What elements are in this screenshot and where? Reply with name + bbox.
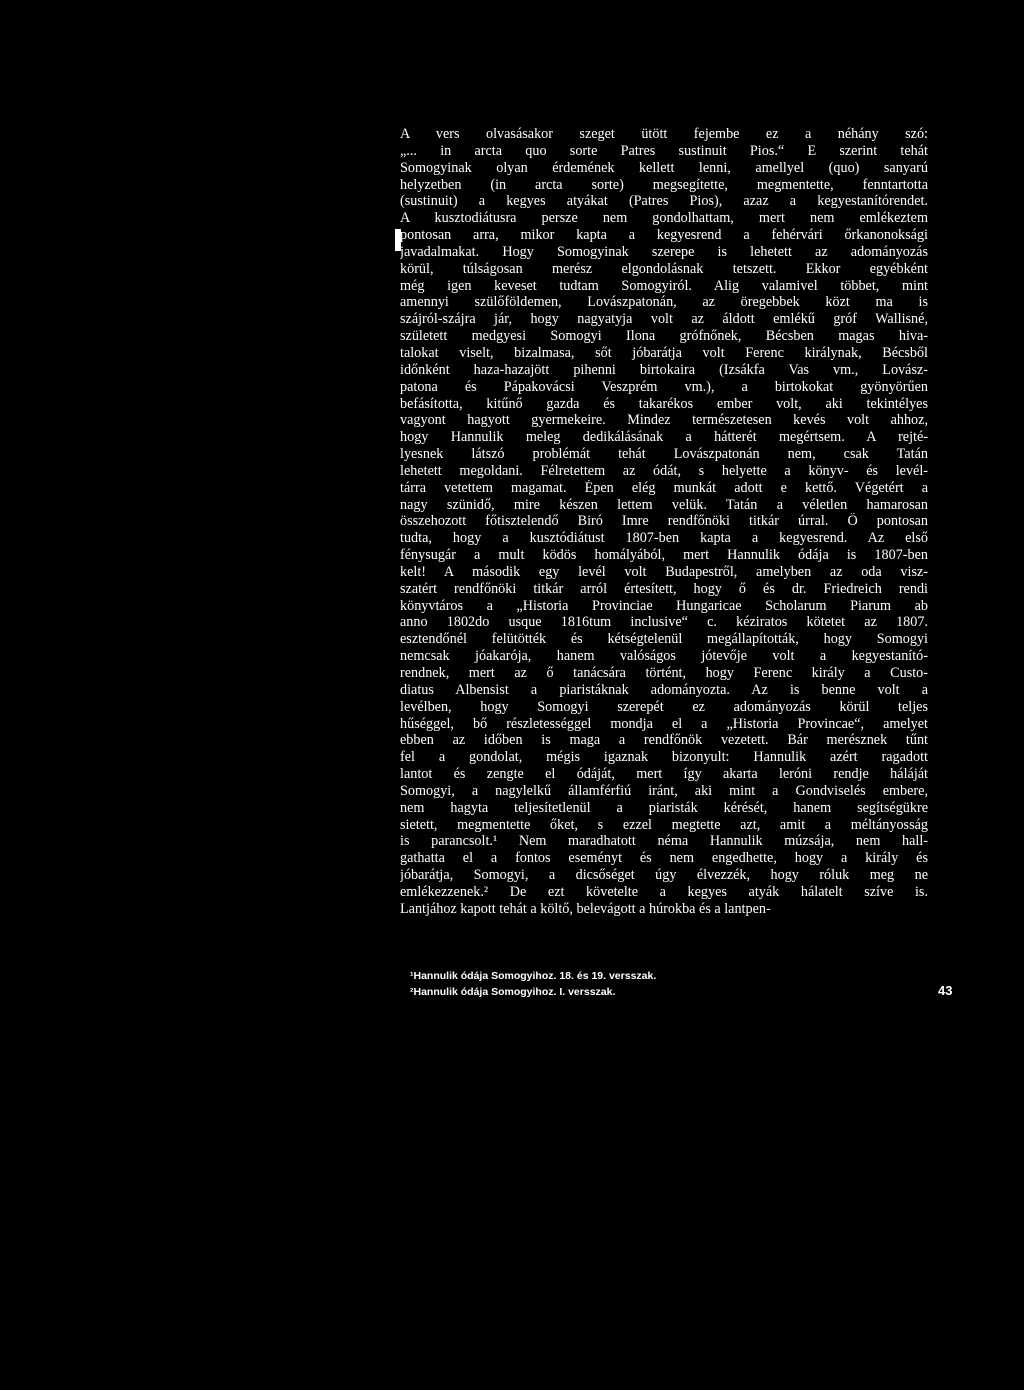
text-line: javadalmakat. Hogy Somogyinak szerepe is lehetett az adományozás bbox=[400, 243, 928, 260]
body-paragraph bbox=[400, 126, 928, 918]
text-line: fénysugár a mult ködös homályából, mert Hannulik ódája is 1807-ben bbox=[400, 547, 928, 564]
text-line: lantot és zengte el ódáját, mert így akarta leróni rendje háláját bbox=[400, 766, 928, 783]
page-number: 43 bbox=[938, 983, 953, 998]
text-line: befásította, kitűnő gazda és takarékos ember volt, aki tekintélyes bbox=[400, 395, 928, 412]
footnote-2: ²Hannulik ódája Somogyihoz. I. versszak. bbox=[410, 986, 616, 998]
text-line: „... in arcta quo sorte Patres sustinuit Pios.“ E szerint tehát bbox=[400, 142, 928, 159]
text-line: talokat viselt, bizalmasa, sőt jóbarátja volt Ferenc királynak, Bécsből bbox=[400, 344, 928, 361]
text-line: körül, túlságosan merész elgondolásnak tetszett. Ekkor egyébként bbox=[400, 260, 928, 277]
text-line: még igen keveset tudtam Somogyiról. Alig valamivel többet, mint bbox=[400, 277, 928, 294]
text-line: gathatta el a fontos eseményt és nem engedhette, hogy a király és bbox=[400, 850, 928, 867]
text-line: Lantjához kapott tehát a költő, belevágott a húrokba és a lantpen- bbox=[400, 900, 771, 917]
text-line: (sustinuit) a kegyes atyákat (Patres Pios), azaz a kegyestanítórendet. bbox=[400, 193, 928, 210]
text-line: anno 1802do usque 1816tum inclusive“ c. kéziratos kötetet az 1807. bbox=[400, 614, 928, 631]
text-line: időnként haza-hazajött pihenni birtokaira (Izsákfa Vas vm., Lovász- bbox=[400, 361, 928, 378]
text-line: szatért rendfőnöki titkár arról értesített, hogy ő és dr. Friedreich rendi bbox=[400, 580, 928, 597]
text-line: rendnek, mert az ő tanácsára történt, hogy Ferenc király a Custo- bbox=[400, 665, 928, 681]
text-line: pontosan arra, mikor kapta a kegyesrend a fehérvári őrkanonoksági bbox=[400, 227, 928, 244]
text-line: diatus Albensist a piaristáknak adományozta. Az is benne volt a bbox=[400, 681, 928, 698]
footnotes bbox=[410, 968, 830, 1000]
text-line: tudta, hogy a kusztódiátust 1807-ben kapta a kegyesrend. Az első bbox=[400, 530, 928, 547]
text-line: is parancsolt.¹ Nem maradhatott néma Hannulik múzsája, nem hall- bbox=[400, 833, 928, 850]
text-line: összehozott főtisztelendő Biró Imre rendfőnöki titkár úrral. Ő pontosan bbox=[400, 513, 928, 530]
text-line: szájról-szájra jár, hogy nagyatyja volt az áldott emlékű gróf Wallisné, bbox=[400, 311, 928, 328]
text-line: A kusztodiátusra persze nem gondolhattam, mert nem emlékeztem bbox=[400, 210, 928, 227]
text-line: ebben az időben is maga a rendfőnök vezetett. Bár merésznek tűnt bbox=[400, 732, 928, 749]
text-line: amennyi szülőföldemen, Lovászpatonán, az öregebbek közt ma is bbox=[400, 294, 928, 311]
text-line: jóbarátja, Somogyi, a dicsőséget úgy élvezzék, hogy róluk meg ne bbox=[400, 867, 928, 884]
text-line: hogy Hannulik meleg dedikálásának a hátterét megértsem. A rejté- bbox=[400, 429, 928, 446]
text-line: A vers olvasásakor szeget ütött fejembe ez a néhány szó: bbox=[400, 126, 928, 142]
text-line: helyzetben (in arcta sorte) megsegítette, megmentette, fenntartotta bbox=[400, 176, 928, 193]
text-line: Somogyinak olyan érdemének kellett lenni, amellyel (quo) sanyarú bbox=[400, 159, 928, 176]
text-line: Somogyi, a nagylelkű államférfiú iránt, aki mint a Gondviselés embere, bbox=[400, 782, 928, 799]
text-line: esztendőnél felütötték és kétségtelenül megállapították, hogy Somogyi bbox=[400, 631, 928, 648]
text-line: nemcsak jóakarója, hanem valóságos jótevője volt a kegyestanító- bbox=[400, 648, 928, 665]
footnote-1: ¹Hannulik ódája Somogyihoz. 18. és 19. versszak. bbox=[410, 970, 657, 982]
text-line: könyvtáros a „Historia Provinciae Hungaricae Scholarum Piarum ab bbox=[400, 597, 928, 614]
text-line: patona és Pápakovácsi Veszprém vm.), a birtokokat gyönyörűen bbox=[400, 378, 928, 395]
text-line: sietett, megmentette őket, s ezzel megtette azt, amit a méltányosság bbox=[400, 816, 928, 833]
text-line: nagy szünidő, mire készen lettem velük. Tatán a véletlen hamarosan bbox=[400, 496, 928, 513]
text-line: lyesnek látszó problémát tehát Lovászpatonán nem, csak Tatán bbox=[400, 446, 928, 463]
text-line: született medgyesi Somogyi Ilona grófnőnek, Bécsben magas hiva- bbox=[400, 328, 928, 345]
text-line: lehetett megoldani. Félretettem az ódát, s helyette a könyv- és levél- bbox=[400, 462, 928, 479]
text-line: fel a gondolat, mégis igaznak bizonyult: Hannulik azért ragadott bbox=[400, 749, 928, 766]
text-line: tárra vetettem magamat. Épen elég munkát adott e kettő. Végetért a bbox=[400, 479, 928, 496]
text-line: kelt! A második egy levél volt Budapestről, amelyben az oda visz- bbox=[400, 563, 928, 580]
text-line: levélben, hogy Somogyi szerepét ez adományozás körül teljes bbox=[400, 698, 928, 715]
text-line: vagyont hagyott gyermekeire. Mindez természetesen kevés volt ahhoz, bbox=[400, 412, 928, 429]
text-line: hűséggel, bő részletességgel mondja el a „Historia Provincae“, amelyet bbox=[400, 715, 928, 732]
text-line: emlékezzenek.² De ezt követelte a kegyes atyák hálatelt szíve is. bbox=[400, 883, 928, 900]
text-line: nem hagyta teljesítetlenül a piaristák kérését, hanem segítségükre bbox=[400, 799, 928, 816]
text-column bbox=[400, 126, 928, 918]
